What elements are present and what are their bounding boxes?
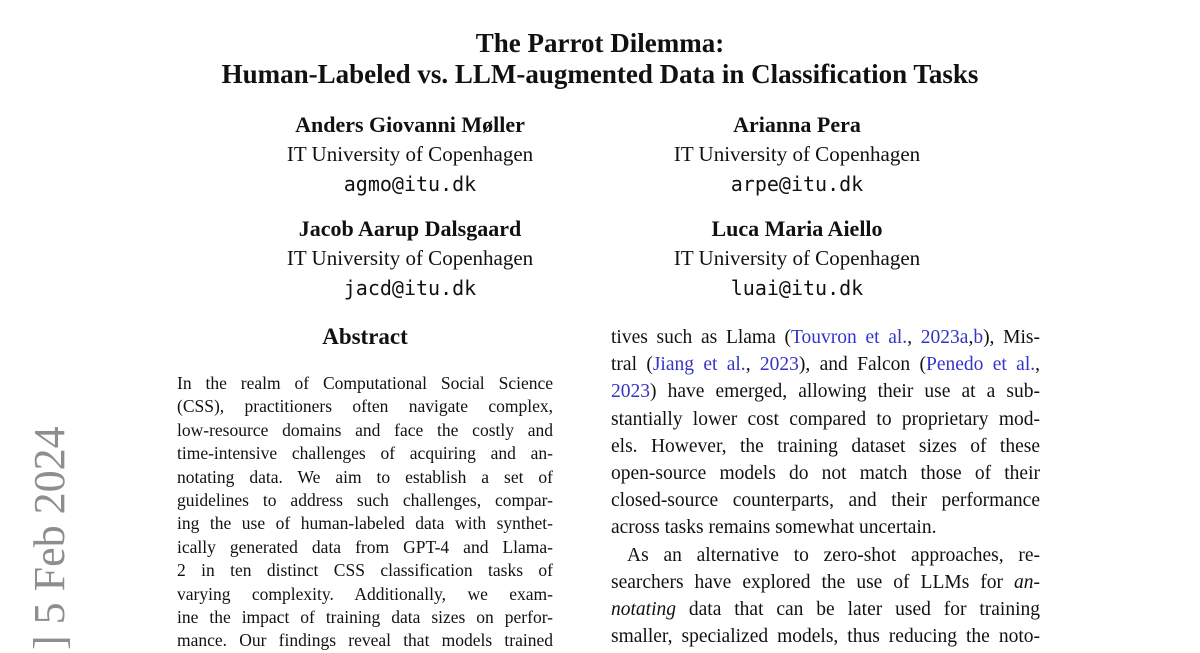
text-segment: ing the use of human-labeled data with synthet- bbox=[177, 513, 553, 534]
text-line bbox=[611, 378, 1040, 405]
text-line bbox=[611, 542, 1040, 569]
text-segment: 2 in ten distinct CSS classification tasks of bbox=[177, 560, 553, 581]
text-line bbox=[177, 466, 553, 489]
text-segment: time-intensive challenges of acquiring and an- bbox=[177, 443, 553, 464]
citation-link[interactable]: 2023a bbox=[920, 327, 969, 348]
text-line bbox=[611, 514, 1040, 541]
text-line bbox=[177, 512, 553, 535]
author-email: arpe@itu.dk bbox=[730, 172, 864, 196]
text-segment: , bbox=[1035, 354, 1040, 376]
text-line bbox=[177, 442, 553, 465]
text-segment: an- bbox=[1014, 571, 1040, 593]
text-segment: tives such as Llama ( bbox=[611, 327, 791, 348]
abstract-text-column bbox=[177, 372, 553, 653]
citation-link[interactable]: Penedo et al. bbox=[926, 354, 1036, 376]
author-affiliation: IT University of Copenhagen bbox=[286, 142, 534, 166]
text-segment: across tasks remains somewhat uncertain. bbox=[611, 517, 937, 539]
text-segment: low-resource domains and face the costly and bbox=[177, 419, 553, 440]
text-segment: closed-source counterparts, and their performance bbox=[611, 490, 1040, 512]
text-segment: As an alternative to zero-shot approaches, re- bbox=[627, 544, 1040, 566]
text-segment: mance. Our findings reveal that models trained bbox=[177, 630, 553, 651]
text-segment: open-source models do not match those of their bbox=[611, 462, 1040, 484]
text-line bbox=[177, 419, 553, 442]
author-name: Anders Giovanni Møller bbox=[295, 112, 525, 137]
text-line bbox=[611, 569, 1040, 596]
author-email: agmo@itu.dk bbox=[343, 172, 477, 196]
author-affiliation: IT University of Copenhagen bbox=[286, 246, 534, 270]
arxiv-date-stamp: ] 5 Feb 2024 bbox=[25, 426, 74, 650]
text-segment: ), Mis- bbox=[983, 327, 1040, 348]
text-segment: ine the impact of training data sizes on perfor- bbox=[177, 606, 553, 627]
author-email: jacd@itu.dk bbox=[343, 276, 477, 300]
text-segment: varying complexity. Additionally, we exam- bbox=[177, 583, 553, 604]
abstract-heading: Abstract bbox=[322, 324, 408, 349]
author-block-2 bbox=[572, 110, 1022, 199]
text-segment: In the realm of Computational Social Science bbox=[177, 373, 553, 393]
text-line bbox=[611, 596, 1040, 623]
text-segment: tral ( bbox=[611, 354, 653, 376]
text-segment: guidelines to address such challenges, compar- bbox=[177, 489, 553, 510]
text-segment: , bbox=[745, 354, 760, 376]
author-block-4 bbox=[572, 214, 1022, 303]
text-segment: notating bbox=[611, 598, 677, 620]
text-segment: data that can be later used for training bbox=[676, 598, 1040, 620]
text-segment: els. However, the training dataset sizes of these bbox=[611, 435, 1040, 457]
text-line bbox=[177, 629, 553, 652]
citation-link[interactable]: 2023 bbox=[611, 381, 650, 403]
text-line bbox=[177, 559, 553, 582]
text-line bbox=[611, 487, 1040, 514]
author-name: Jacob Aarup Dalsgaard bbox=[298, 216, 522, 241]
text-segment: smaller, specialized models, thus reducing the noto- bbox=[611, 626, 1040, 648]
text-line bbox=[177, 395, 553, 418]
text-line bbox=[611, 460, 1040, 487]
text-line bbox=[177, 606, 553, 629]
author-name: Arianna Pera bbox=[733, 112, 861, 137]
paper-title-line2: Human-Labeled vs. LLM-augmented Data in Classification Tasks bbox=[221, 59, 979, 89]
author-block-1 bbox=[185, 110, 635, 199]
paper-title bbox=[150, 28, 1050, 90]
citation-link[interactable]: 2023 bbox=[759, 354, 799, 376]
author-name: Luca Maria Aiello bbox=[711, 216, 883, 241]
text-segment: ) have emerged, allowing their use at a sub- bbox=[650, 381, 1040, 403]
citation-link[interactable]: b bbox=[973, 327, 984, 348]
text-line bbox=[611, 433, 1040, 460]
author-email: luai@itu.dk bbox=[730, 276, 864, 300]
body-text-right-column bbox=[611, 324, 1040, 650]
citation-link[interactable]: Touvron et al. bbox=[790, 327, 908, 348]
text-segment: stantially lower cost compared to proprietary mod- bbox=[611, 408, 1040, 430]
text-line bbox=[611, 351, 1040, 378]
author-block-3 bbox=[185, 214, 635, 303]
text-segment: , bbox=[968, 327, 974, 348]
text-segment: (CSS), practitioners often navigate complex, bbox=[177, 396, 553, 417]
text-segment: searchers have explored the use of LLMs for bbox=[611, 571, 1014, 593]
paper-title-line1: The Parrot Dilemma: bbox=[475, 28, 725, 58]
text-segment: notating data. We aim to establish a set of bbox=[177, 466, 553, 487]
text-segment: ically generated data from GPT-4 and Llama- bbox=[177, 536, 553, 557]
author-affiliation: IT University of Copenhagen bbox=[673, 246, 921, 270]
text-line bbox=[177, 583, 553, 606]
text-line bbox=[611, 623, 1040, 650]
text-segment: , bbox=[907, 327, 921, 348]
citation-link[interactable]: Jiang et al. bbox=[652, 354, 746, 376]
text-segment: ), and Falcon ( bbox=[798, 354, 927, 376]
text-line bbox=[177, 536, 553, 559]
text-line bbox=[611, 324, 1040, 351]
text-line bbox=[177, 489, 553, 512]
text-line bbox=[611, 406, 1040, 433]
author-affiliation: IT University of Copenhagen bbox=[673, 142, 921, 166]
text-line bbox=[177, 372, 553, 395]
